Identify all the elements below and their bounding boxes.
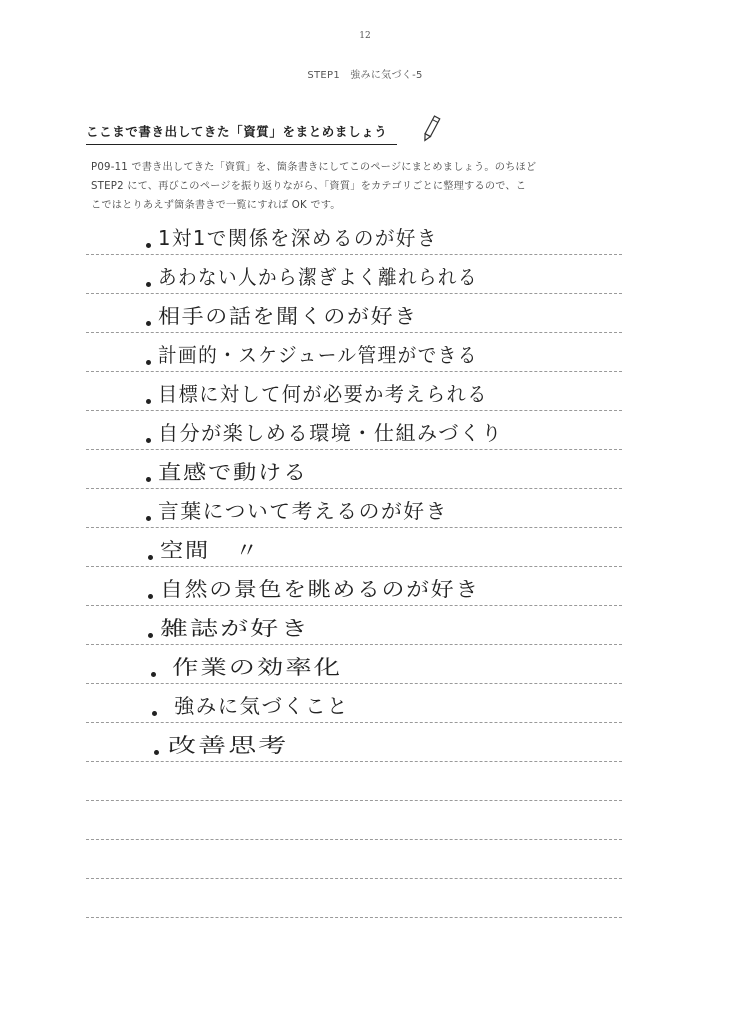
list-item-text: 自分が楽しめる環境・仕組みづくり [158, 421, 503, 445]
list-line [86, 255, 622, 294]
list-line [86, 372, 622, 411]
list-item-text: あわない人から潔ぎよく離れられる [158, 265, 478, 289]
list-line [86, 645, 622, 684]
list-line [86, 762, 622, 801]
list-item-text: 直感で動ける [158, 460, 309, 484]
bullet-icon [152, 711, 157, 716]
list-line [86, 723, 622, 762]
list-line [86, 411, 622, 450]
list-line [86, 450, 622, 489]
list-line [86, 840, 622, 879]
list-item-text: 計画的・スケジュール管理ができる [158, 343, 478, 367]
bullet-icon [151, 672, 156, 677]
list-line [86, 879, 622, 918]
intro-line: P09-11 で書き出してきた「資質」を、箇条書きにしてこのページにまとめましょう。のちほど [91, 162, 537, 173]
bullet-icon [146, 360, 151, 365]
list-line [86, 567, 622, 606]
bullet-icon [146, 516, 151, 521]
bullet-icon [146, 438, 151, 443]
list-item-text: 改善思考 [168, 733, 289, 757]
bullet-icon [148, 555, 153, 560]
list-line [86, 216, 622, 255]
page-number: 12 [359, 31, 371, 41]
bullet-icon [146, 399, 151, 404]
step-header: STEP1 強みに気づく-5 [307, 70, 423, 81]
list-item-text: 強みに気づくこと [174, 694, 349, 718]
list-line [86, 684, 622, 723]
bullet-icon [146, 321, 151, 326]
bullet-icon [148, 594, 153, 599]
list-line [86, 333, 622, 372]
list-line [86, 489, 622, 528]
intro-line: こではとりあえず箇条書きで一覧にすれば OK です。 [91, 200, 341, 211]
intro-text [91, 158, 626, 215]
bullet-icon [146, 243, 151, 248]
intro-line: STEP2 にて、再びこのページを振り返りながら、「資質」をカテゴリごとに整理するので、こ [91, 181, 527, 192]
list-line [86, 606, 622, 645]
list-item-text: 作業の効率化 [172, 655, 343, 679]
list-item-text: 相手の話を聞くのが好き [158, 304, 418, 328]
list-item-text: 目標に対して何が必要か考えられる [158, 382, 488, 406]
list-item-text: 言葉について考えるのが好き [158, 499, 448, 523]
bullet-icon [146, 477, 151, 482]
list-line [86, 801, 622, 840]
section-heading [86, 121, 397, 145]
bullet-icon [148, 633, 153, 638]
list-item-text: 雑誌が好き [160, 616, 311, 640]
list-line [86, 528, 622, 567]
bullet-icon [146, 282, 151, 287]
section-title: ここまで書き出してきた「資質」をまとめましょう [86, 122, 397, 145]
list-item-text: 空間 〃 [160, 538, 261, 562]
bullet-icon [154, 750, 159, 755]
pencil-icon [421, 114, 441, 144]
handwritten-list [86, 216, 622, 918]
list-item-text: 自然の景色を眺めるのが好き [160, 577, 481, 601]
list-line [86, 294, 622, 333]
list-item-text: 1対1で関係を深めるのが好き [158, 226, 438, 250]
